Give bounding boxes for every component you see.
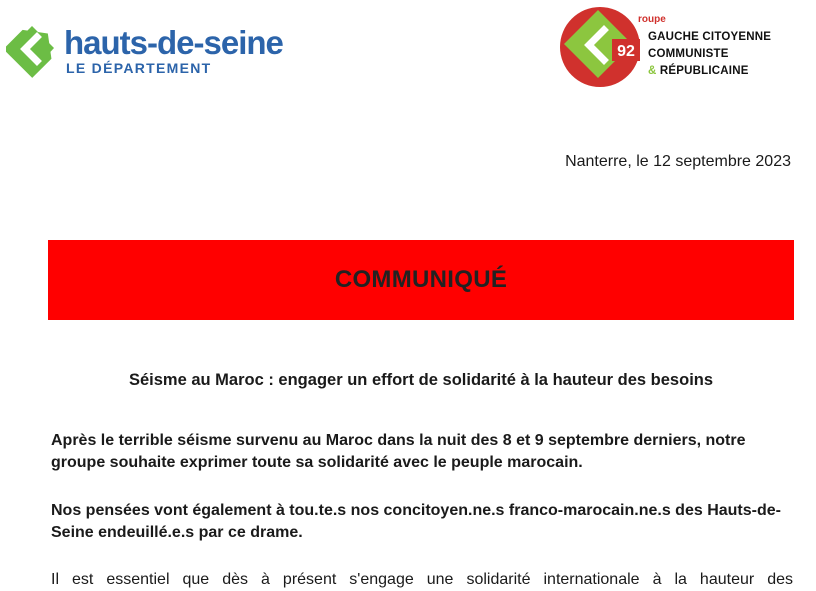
groupe-mark-icon <box>558 4 648 88</box>
document-date: Nanterre, le 12 septembre 2023 <box>565 153 791 170</box>
logo-subtitle: LE DÉPARTEMENT <box>66 60 212 76</box>
groupe-logo <box>558 4 798 88</box>
groupe-label: roupe <box>638 14 666 25</box>
paragraph-1: Après le terrible séisme survenu au Maroc dans la nuit des 8 et 9 septembre derniers, notre groupe souhaite exprimer toute sa solidarité avec le peuple marocain. <box>51 432 746 471</box>
paragraph-2: Nos pensées vont également à tou.te.s nos concitoyen.ne.s franco-marocain.ne.s des Hauts-de-Seine endeuillé.e.s par ce drame. <box>51 502 781 541</box>
groupe-line-2: COMMUNISTE <box>648 48 729 60</box>
groupe-line-3 <box>648 65 749 77</box>
logo-name: hauts-de-seine <box>64 24 283 61</box>
groupe-line-1: GAUCHE CITOYENNE <box>648 31 772 43</box>
paragraph-3: Il est essentiel que dès à présent s'engage une solidarité internationale à la hauteur des <box>51 571 793 588</box>
banner-title: COMMUNIQUÉ <box>334 266 508 293</box>
communique-banner <box>48 240 794 320</box>
groupe-badge-text: 92 <box>617 43 635 60</box>
groupe-ampersand: & <box>648 65 657 77</box>
document-subject: Séisme au Maroc : engager un effort de solidarité à la hauteur des besoins <box>128 371 714 389</box>
hauts-de-seine-logo <box>6 22 283 84</box>
groupe-line-3-text: RÉPUBLICAINE <box>656 65 749 77</box>
hauts-de-seine-mark-icon <box>6 22 58 78</box>
